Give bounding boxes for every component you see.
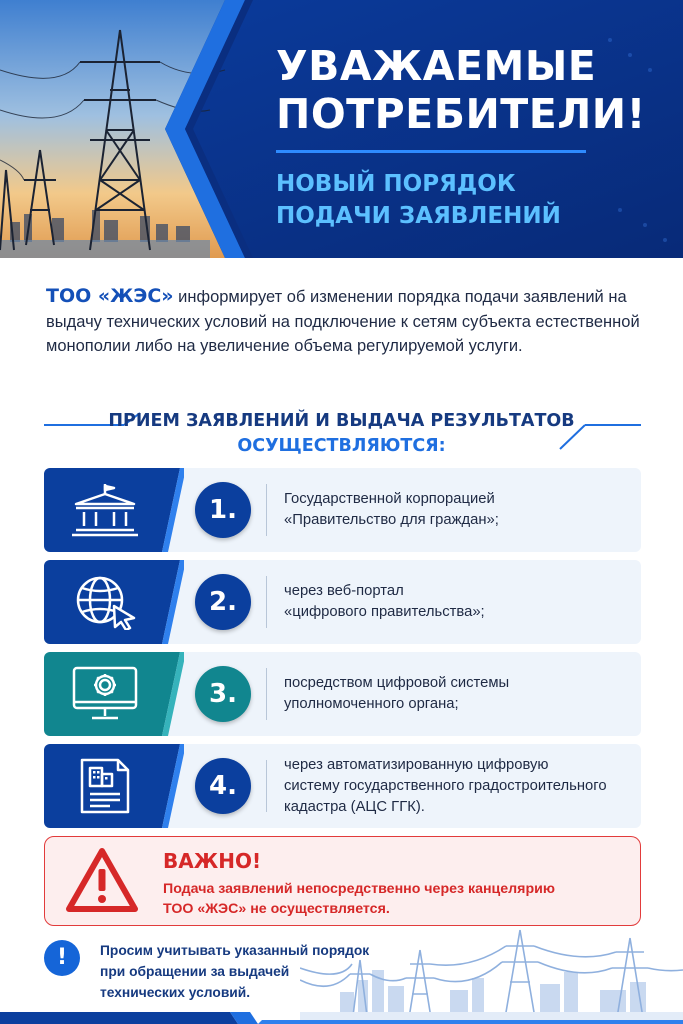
warning-text-line: ТОО «ЖЭС» не осуществляется. [163, 901, 390, 917]
footer-note-line: при обращении за выдачей [100, 964, 290, 979]
header-subtitle-line1: НОВЫЙ ПОРЯДОК [276, 171, 516, 197]
intro-org: ТОО «ЖЭС» [46, 285, 174, 307]
section-heading-line1: ПРИЕМ ЗАЯВЛЕНИЙ И ВЫДАЧА РЕЗУЛЬТАТОВ [108, 411, 575, 431]
monitor-gear-icon [70, 666, 140, 722]
item-separator [266, 668, 267, 720]
web-globe-cursor-icon [70, 574, 140, 630]
item-text-line: систему государственного градостроительного [284, 777, 607, 794]
item-text-line: кадастра (АЦС ГГК). [284, 798, 425, 815]
section-heading [0, 405, 683, 467]
footer-note-line: технических условий. [100, 985, 251, 1000]
item-number: 4. [195, 758, 251, 814]
intro-paragraph [46, 284, 646, 359]
intro-text: информирует об изменении порядка подачи заявлений на выдачу технических условий на подключение к сетям субъекта естественной монополии либо на увеличение объема регулируемой услуги. [46, 288, 640, 355]
item-text-line: через автоматизированную цифровую [284, 756, 549, 773]
footer-note-line: Просим учитывать указанный порядок [100, 943, 370, 958]
item-number: 3. [195, 666, 251, 722]
header-banner [0, 0, 683, 258]
item-text-line: «Правительство для граждан»; [284, 512, 499, 528]
item-text-line: через веб-портал [284, 583, 404, 599]
warning-triangle-icon [65, 847, 139, 913]
warning-text [163, 879, 633, 919]
list-item-2 [44, 560, 641, 644]
item-text-line: посредством цифровой системы [284, 675, 510, 691]
item-text-line: Государственной корпорацией [284, 491, 495, 507]
important-warning-box [44, 836, 641, 926]
item-separator [266, 760, 267, 812]
item-text-line: «цифрового правительства»; [284, 604, 485, 620]
header-subtitle [276, 168, 656, 232]
government-building-icon [70, 482, 140, 538]
item-text [284, 744, 634, 828]
exclamation-circle-icon: ! [44, 940, 80, 976]
item-text [284, 468, 634, 552]
list-item-1 [44, 468, 641, 552]
item-text-line: уполномоченного органа; [284, 696, 459, 712]
item-number: 1. [195, 482, 251, 538]
header-title-line2: ПОТРЕБИТЕЛИ! [276, 90, 646, 138]
header-divider [276, 150, 586, 153]
list-item-3 [44, 652, 641, 736]
list-item-4 [44, 744, 641, 828]
warning-text-line: Подача заявлений непосредственно через канцелярию [163, 881, 555, 897]
header-title-line1: УВАЖАЕМЫЕ [276, 42, 597, 90]
cadastre-document-icon [70, 758, 140, 814]
item-separator [266, 576, 267, 628]
section-heading-line2: ОСУЩЕСТВЛЯЮТСЯ: [237, 436, 446, 456]
item-text [284, 560, 634, 644]
warning-title: ВАЖНО! [163, 849, 262, 873]
item-separator [266, 484, 267, 536]
bottom-accent-bar [0, 1012, 683, 1024]
header-subtitle-line2: ПОДАЧИ ЗАЯВЛЕНИЙ [276, 203, 561, 229]
item-number: 2. [195, 574, 251, 630]
city-power-lines-illustration [300, 920, 683, 1024]
item-text [284, 652, 634, 736]
header-title [276, 42, 676, 138]
